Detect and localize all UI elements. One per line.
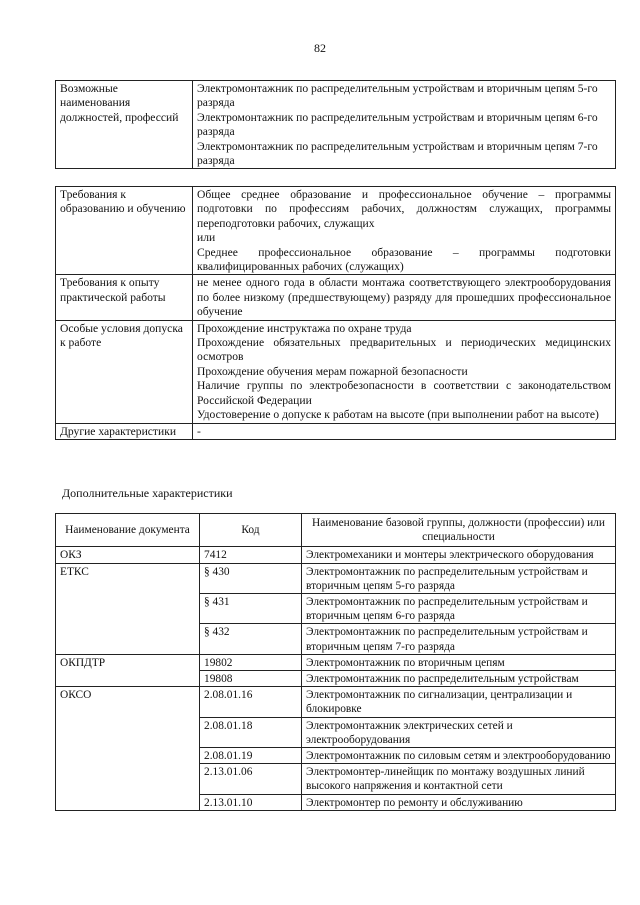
code-cell: 2.13.01.06 xyxy=(200,764,302,794)
text-line: Общее среднее образование и профессиональное обучение – программы подготовки по профессиям рабочих, должностям служащих, программы переподготовки рабочих, служащих xyxy=(197,188,611,230)
table-row xyxy=(56,547,616,563)
doc-cell: ОКСО xyxy=(56,687,200,717)
name-cell: Электромонтажник по распределительным устройствам и вторичным цепям 5-го разряда xyxy=(302,563,616,593)
text-line: Наличие группы по электробезопасности в соответствии с законодательством Российской Федерации xyxy=(197,379,611,407)
table-row xyxy=(56,654,616,670)
section-title: Дополнительные характеристики xyxy=(62,486,233,500)
code-cell: § 430 xyxy=(200,563,302,593)
name-cell: Электромонтер-линейщик по монтажу воздушных линий высокого напряжения и контактной сети xyxy=(302,764,616,794)
doc-cell xyxy=(56,594,200,624)
row-content xyxy=(193,320,616,423)
row-content xyxy=(193,423,616,439)
doc-cell xyxy=(56,748,200,764)
table-row xyxy=(56,423,616,439)
page-number: 82 xyxy=(314,41,326,55)
table-row xyxy=(56,764,616,794)
code-cell: 2.08.01.18 xyxy=(200,717,302,747)
text-line: - xyxy=(197,424,201,438)
code-cell: 19808 xyxy=(200,671,302,687)
doc-cell: ЕТКС xyxy=(56,563,200,593)
code-cell: § 431 xyxy=(200,594,302,624)
doc-cell xyxy=(56,794,200,810)
table-row xyxy=(56,624,616,654)
additional-characteristics-table xyxy=(55,513,616,811)
name-cell: Электромонтер по ремонту и обслуживанию xyxy=(302,794,616,810)
text-line: или xyxy=(197,231,216,245)
table-row xyxy=(56,81,616,169)
code-cell: 2.13.01.10 xyxy=(200,794,302,810)
name-cell: Электромеханики и монтеры электрического оборудования xyxy=(302,547,616,563)
job-titles-table xyxy=(55,80,616,169)
name-cell: Электромонтажник по силовым сетям и электрооборудованию xyxy=(302,748,616,764)
text-line: Удостоверение о допуске к работам на высоте (при выполнении работ на высоте) xyxy=(197,408,599,422)
table-row xyxy=(56,275,616,320)
table-row xyxy=(56,563,616,593)
column-header: Наименование документа xyxy=(56,514,200,547)
text-line: не менее одного года в области монтажа соответствующего электрооборудования по более низкому (предшествующему) разряду для прошедших профессиональное обучение xyxy=(197,276,611,319)
doc-cell: ОКПДТР xyxy=(56,654,200,670)
table-row xyxy=(56,594,616,624)
row-label: Возможные наименования должностей, профессий xyxy=(56,81,193,169)
column-header: Наименование базовой группы, должности (профессии) или специальности xyxy=(302,514,616,547)
code-cell: 2.08.01.19 xyxy=(200,748,302,764)
code-cell: 19802 xyxy=(200,654,302,670)
table-row xyxy=(56,717,616,747)
table-row xyxy=(56,187,616,275)
name-cell: Электромонтажник по распределительным устройствам и вторичным цепям 6-го разряда xyxy=(302,594,616,624)
table-row xyxy=(56,671,616,687)
column-header: Код xyxy=(200,514,302,547)
table-row xyxy=(56,748,616,764)
text-line: Прохождение обязательных предварительных и периодических медицинских осмотров xyxy=(197,336,611,364)
row-label: Особые условия допуска к работе xyxy=(56,320,193,423)
doc-cell xyxy=(56,624,200,654)
row-label: Другие характеристики xyxy=(56,423,193,439)
job-title: Электромонтажник по распределительным устройствам и вторичным цепям 6-го разряда xyxy=(197,110,598,139)
name-cell: Электромонтажник электрических сетей и электрооборудования xyxy=(302,717,616,747)
row-content xyxy=(193,275,616,320)
name-cell: Электромонтажник по сигнализации, централизации и блокировке xyxy=(302,687,616,717)
requirements-table xyxy=(55,186,616,440)
job-title: Электромонтажник по распределительным устройствам и вторичным цепям 5-го разряда xyxy=(197,82,598,110)
text-line: Прохождение обучения мерам пожарной безопасности xyxy=(197,364,468,378)
table-row xyxy=(56,794,616,810)
text-line: Прохождение инструктажа по охране труда xyxy=(197,321,412,335)
table-row xyxy=(56,687,616,717)
row-content xyxy=(193,81,616,169)
code-cell: 2.08.01.16 xyxy=(200,687,302,717)
doc-cell: ОКЗ xyxy=(56,547,200,563)
row-label: Требования к образованию и обучению xyxy=(56,187,193,275)
row-content xyxy=(193,187,616,275)
job-title: Электромонтажник по распределительным устройствам и вторичным цепям 7-го разряда xyxy=(197,139,598,168)
doc-cell xyxy=(56,671,200,687)
table-row xyxy=(56,320,616,423)
name-cell: Электромонтажник по вторичным цепям xyxy=(302,654,616,670)
doc-cell xyxy=(56,764,200,794)
name-cell: Электромонтажник по распределительным устройствам xyxy=(302,671,616,687)
code-cell: 7412 xyxy=(200,547,302,563)
name-cell: Электромонтажник по распределительным устройствам и вторичным цепям 7-го разряда xyxy=(302,624,616,654)
code-cell: § 432 xyxy=(200,624,302,654)
table-header-row xyxy=(56,514,616,547)
text-line: Среднее профессиональное образование – программы подготовки квалифицированных рабочих (служащих) xyxy=(197,245,611,274)
doc-cell xyxy=(56,717,200,747)
row-label: Требования к опыту практической работы xyxy=(56,275,193,320)
